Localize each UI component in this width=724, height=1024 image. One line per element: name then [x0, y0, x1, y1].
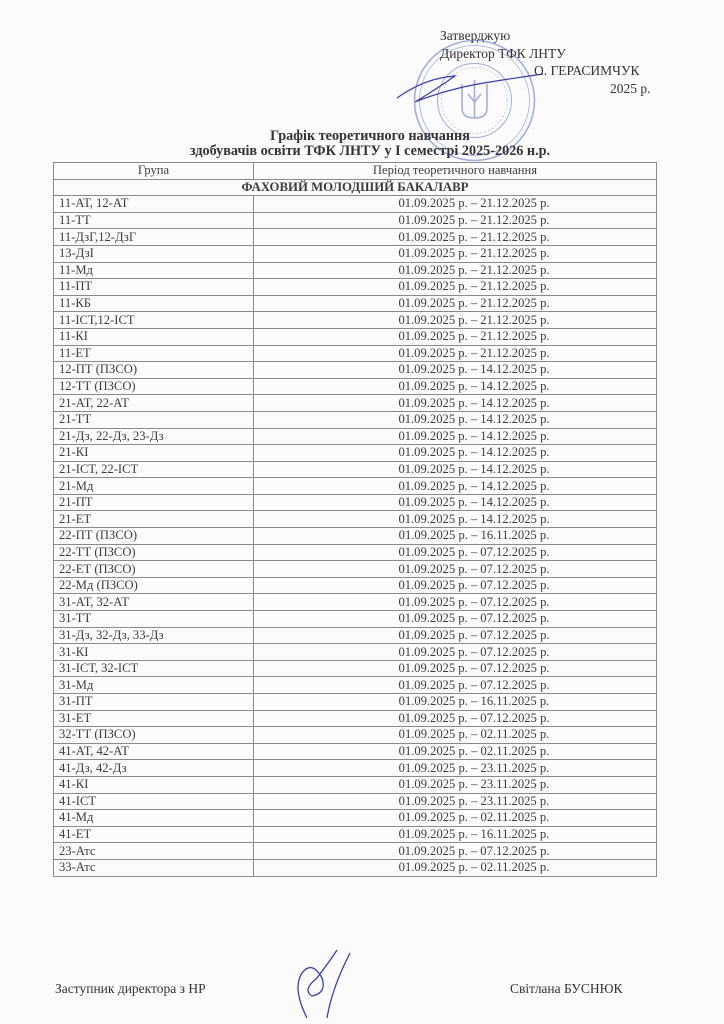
group-cell: 11-КБ — [54, 295, 254, 312]
period-cell: 01.09.2025 р. – 07.12.2025 р. — [254, 677, 657, 694]
approval-year: 2025 р. — [610, 80, 651, 96]
table-row — [54, 428, 657, 445]
period-cell: 01.09.2025 р. – 16.11.2025 р. — [254, 694, 657, 711]
column-header-group: Група — [54, 163, 254, 180]
group-cell: 22-ЕТ (ПЗСО) — [54, 561, 254, 578]
group-cell: 31-ТТ — [54, 611, 254, 628]
period-cell: 01.09.2025 р. – 02.11.2025 р. — [254, 743, 657, 760]
group-cell: 21-ТТ — [54, 411, 254, 428]
table-row — [54, 395, 657, 412]
table-row — [54, 312, 657, 329]
period-cell: 01.09.2025 р. – 14.12.2025 р. — [254, 362, 657, 379]
period-cell: 01.09.2025 р. – 21.12.2025 р. — [254, 229, 657, 246]
table-row — [54, 494, 657, 511]
table-row — [54, 611, 657, 628]
approval-block — [440, 27, 651, 97]
table-row — [54, 262, 657, 279]
table-row — [54, 644, 657, 661]
group-cell: 11-ІСТ,12-ІСТ — [54, 312, 254, 329]
table-row — [54, 727, 657, 744]
table-row — [54, 710, 657, 727]
table-row — [54, 826, 657, 843]
period-cell: 01.09.2025 р. – 21.12.2025 р. — [254, 312, 657, 329]
group-cell: 11-ТТ — [54, 212, 254, 229]
group-cell: 23-Атс — [54, 843, 254, 860]
period-cell: 01.09.2025 р. – 07.12.2025 р. — [254, 561, 657, 578]
column-header-period: Період теоретичного навчання — [254, 163, 657, 180]
group-cell: 11-Мд — [54, 262, 254, 279]
period-cell: 01.09.2025 р. – 14.12.2025 р. — [254, 445, 657, 462]
period-cell: 01.09.2025 р. – 14.12.2025 р. — [254, 395, 657, 412]
group-cell: 21-Дз, 22-Дз, 23-Дз — [54, 428, 254, 445]
table-row — [54, 793, 657, 810]
period-cell: 01.09.2025 р. – 02.11.2025 р. — [254, 727, 657, 744]
table-row — [54, 561, 657, 578]
table-row — [54, 461, 657, 478]
table-row — [54, 528, 657, 545]
period-cell: 01.09.2025 р. – 14.12.2025 р. — [254, 428, 657, 445]
period-cell: 01.09.2025 р. – 21.12.2025 р. — [254, 279, 657, 296]
group-cell: 31-ЕТ — [54, 710, 254, 727]
period-cell: 01.09.2025 р. – 21.12.2025 р. — [254, 245, 657, 262]
group-cell: 21-ІСТ, 22-ІСТ — [54, 461, 254, 478]
period-cell: 01.09.2025 р. – 14.12.2025 р. — [254, 494, 657, 511]
signatory-position: Заступник директора з НР — [55, 981, 206, 996]
table-row — [54, 760, 657, 777]
period-cell: 01.09.2025 р. – 21.12.2025 р. — [254, 212, 657, 229]
group-cell: 12-ПТ (ПЗСО) — [54, 362, 254, 379]
group-cell: 31-АТ, 32-АТ — [54, 594, 254, 611]
schedule-rows — [54, 196, 657, 876]
period-cell: 01.09.2025 р. – 02.11.2025 р. — [254, 810, 657, 827]
period-cell: 01.09.2025 р. – 14.12.2025 р. — [254, 378, 657, 395]
table-row — [54, 229, 657, 246]
period-cell: 01.09.2025 р. – 21.12.2025 р. — [254, 262, 657, 279]
period-cell: 01.09.2025 р. – 07.12.2025 р. — [254, 611, 657, 628]
period-cell: 01.09.2025 р. – 07.12.2025 р. — [254, 660, 657, 677]
period-cell: 01.09.2025 р. – 07.12.2025 р. — [254, 577, 657, 594]
period-cell: 01.09.2025 р. – 21.12.2025 р. — [254, 345, 657, 362]
group-cell: 13-ДзІ — [54, 245, 254, 262]
schedule-table — [53, 162, 657, 877]
group-cell: 31-ПТ — [54, 694, 254, 711]
table-row — [54, 776, 657, 793]
group-cell: 21-АТ, 22-АТ — [54, 395, 254, 412]
period-cell: 01.09.2025 р. – 21.12.2025 р. — [254, 295, 657, 312]
approval-heading: Затверджую — [440, 28, 511, 43]
group-cell: 21-КІ — [54, 445, 254, 462]
period-cell: 01.09.2025 р. – 14.12.2025 р. — [254, 461, 657, 478]
group-cell: 21-ЕТ — [54, 511, 254, 528]
table-row — [54, 577, 657, 594]
table-row — [54, 328, 657, 345]
group-cell: 22-ПТ (ПЗСО) — [54, 528, 254, 545]
group-cell: 41-ЕТ — [54, 826, 254, 843]
period-cell: 01.09.2025 р. – 23.11.2025 р. — [254, 760, 657, 777]
section-title: ФАХОВИЙ МОЛОДШИЙ БАКАЛАВР — [54, 179, 657, 196]
approver-position: Директор ТФК ЛНТУ — [440, 45, 566, 61]
period-cell: 01.09.2025 р. – 16.11.2025 р. — [254, 528, 657, 545]
period-cell: 01.09.2025 р. – 07.12.2025 р. — [254, 843, 657, 860]
approver-name: О. ГЕРАСИМЧУК — [534, 63, 640, 78]
table-row — [54, 295, 657, 312]
period-cell: 01.09.2025 р. – 14.12.2025 р. — [254, 478, 657, 495]
group-cell: 12-ТТ (ПЗСО) — [54, 378, 254, 395]
table-row — [54, 212, 657, 229]
document-subtitle: здобувачів освіти ТФК ЛНТУ у І семестрі 2025-2026 н.р. — [189, 143, 551, 159]
period-cell: 01.09.2025 р. – 16.11.2025 р. — [254, 826, 657, 843]
table-row — [54, 362, 657, 379]
table-row — [54, 544, 657, 561]
table-row — [54, 279, 657, 296]
group-cell: 11-АТ, 12-АТ — [54, 196, 254, 213]
group-cell: 22-ТТ (ПЗСО) — [54, 544, 254, 561]
group-cell: 41-ІСТ — [54, 793, 254, 810]
period-cell: 01.09.2025 р. – 07.12.2025 р. — [254, 710, 657, 727]
group-cell: 31-Дз, 32-Дз, 33-Дз — [54, 627, 254, 644]
table-row — [54, 378, 657, 395]
document-title: Графік теоретичного навчання — [270, 128, 470, 144]
table-row — [54, 594, 657, 611]
period-cell: 01.09.2025 р. – 23.11.2025 р. — [254, 776, 657, 793]
table-row — [54, 859, 657, 876]
table-row — [54, 677, 657, 694]
period-cell: 01.09.2025 р. – 07.12.2025 р. — [254, 594, 657, 611]
period-cell: 01.09.2025 р. – 07.12.2025 р. — [254, 544, 657, 561]
period-cell: 01.09.2025 р. – 14.12.2025 р. — [254, 511, 657, 528]
table-row — [54, 411, 657, 428]
group-cell: 21-Мд — [54, 478, 254, 495]
group-cell: 31-КІ — [54, 644, 254, 661]
period-cell: 01.09.2025 р. – 14.12.2025 р. — [254, 411, 657, 428]
period-cell: 01.09.2025 р. – 21.12.2025 р. — [254, 196, 657, 213]
group-cell: 11-ДзГ,12-ДзГ — [54, 229, 254, 246]
group-cell: 11-ПТ — [54, 279, 254, 296]
group-cell: 41-Дз, 42-Дз — [54, 760, 254, 777]
period-cell: 01.09.2025 р. – 23.11.2025 р. — [254, 793, 657, 810]
table-row — [54, 445, 657, 462]
period-cell: 01.09.2025 р. – 07.12.2025 р. — [254, 627, 657, 644]
period-cell: 01.09.2025 р. – 07.12.2025 р. — [254, 644, 657, 661]
table-row — [54, 345, 657, 362]
group-cell: 22-Мд (ПЗСО) — [54, 577, 254, 594]
table-header-row — [54, 163, 657, 180]
group-cell: 21-ПТ — [54, 494, 254, 511]
table-row — [54, 478, 657, 495]
group-cell: 32-ТТ (ПЗСО) — [54, 727, 254, 744]
period-cell: 01.09.2025 р. – 21.12.2025 р. — [254, 328, 657, 345]
table-row — [54, 627, 657, 644]
table-row — [54, 196, 657, 213]
table-row — [54, 743, 657, 760]
group-cell: 31-Мд — [54, 677, 254, 694]
group-cell: 41-АТ, 42-АТ — [54, 743, 254, 760]
table-row — [54, 843, 657, 860]
section-row — [54, 179, 657, 196]
group-cell: 31-ІСТ, 32-ІСТ — [54, 660, 254, 677]
group-cell: 11-ЕТ — [54, 345, 254, 362]
group-cell: 33-Атс — [54, 859, 254, 876]
table-row — [54, 511, 657, 528]
table-row — [54, 245, 657, 262]
period-cell: 01.09.2025 р. – 02.11.2025 р. — [254, 859, 657, 876]
table-row — [54, 810, 657, 827]
table-row — [54, 694, 657, 711]
group-cell: 11-КІ — [54, 328, 254, 345]
signatory-name: Світлана БУСНЮК — [510, 981, 623, 996]
table-row — [54, 660, 657, 677]
deputy-signature — [282, 948, 357, 1023]
group-cell: 41-Мд — [54, 810, 254, 827]
group-cell: 41-КІ — [54, 776, 254, 793]
